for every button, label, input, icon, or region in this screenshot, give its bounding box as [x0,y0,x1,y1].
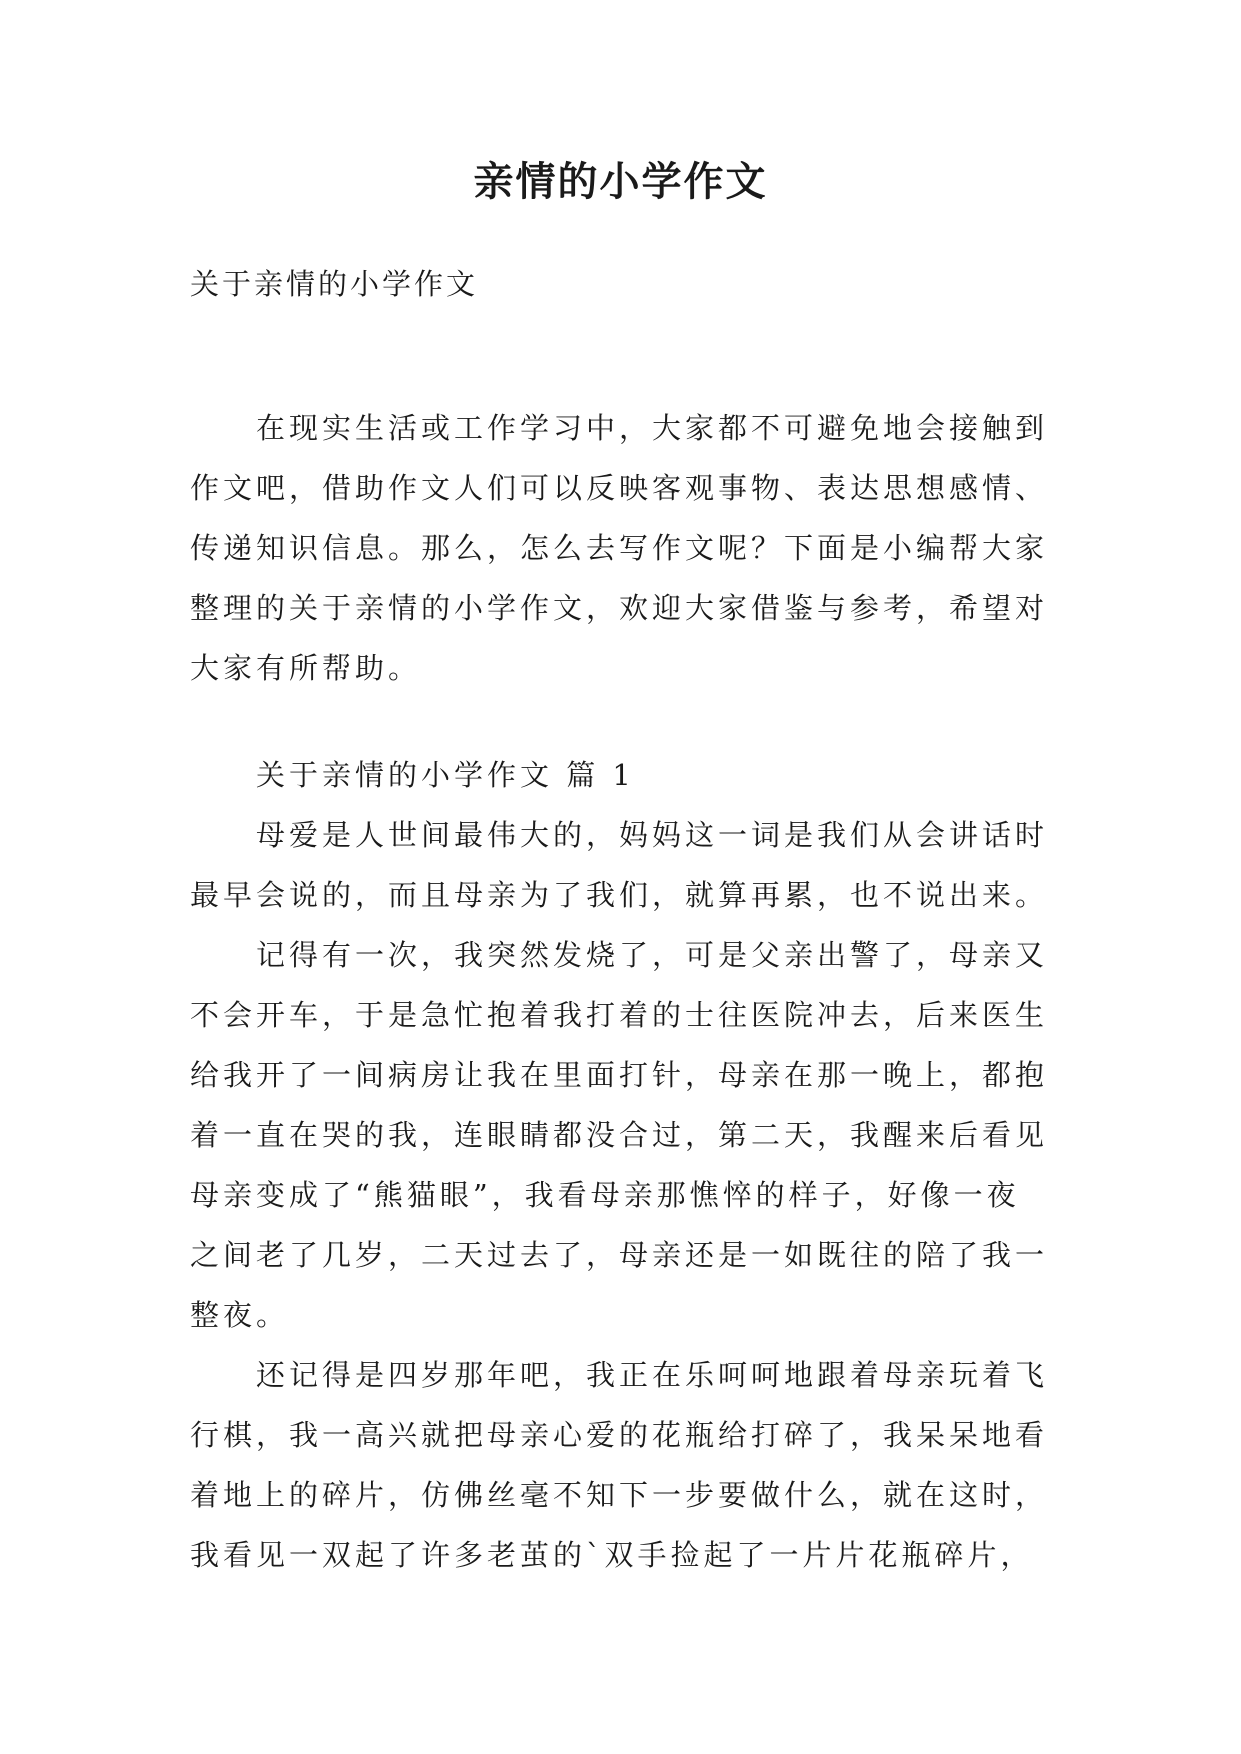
text-line: 还记得是四岁那年吧，我正在乐呵呵地跟着母亲玩着飞 [256,1358,1049,1392]
text-line: 给我开了一间病房让我在里面打针，母亲在那一晚上，都抱 [190,1058,1049,1092]
text-line: 着地上的碎片，仿佛丝毫不知下一步要做什么，就在这时， [190,1478,1049,1512]
text-line: 行棋，我一高兴就把母亲心爱的花瓶给打碎了，我呆呆地看 [190,1418,1049,1452]
text-line: 整理的关于亲情的小学作文，欢迎大家借鉴与参考，希望对 [190,591,1049,625]
text-line: 整夜。 [190,1298,290,1332]
text-line: 最早会说的，而且母亲为了我们，就算再累，也不说出来。 [190,878,1049,912]
text-line: 母亲变成了“熊猫眼”，我看母亲那憔悴的样子，好像一夜 [190,1178,1020,1212]
text-line: 传递知识信息。那么，怎么去写作文呢？下面是小编帮大家 [190,531,1049,565]
text-line: 在现实生活或工作学习中，大家都不可避免地会接触到 [256,411,1049,445]
essay-body [190,745,1070,1585]
document-subtitle: 关于亲情的小学作文 [190,267,479,301]
text-line: 之间老了几岁，二天过去了，母亲还是一如既往的陪了我一 [190,1238,1049,1272]
text-line: 不会开车，于是急忙抱着我打着的士往医院冲去，后来医生 [190,998,1049,1032]
essay-heading: 关于亲情的小学作文 篇 1 [256,758,635,792]
text-line: 大家有所帮助。 [190,651,422,685]
text-line: 记得有一次，我突然发烧了，可是父亲出警了，母亲又 [256,938,1049,972]
text-line: 作文吧，借助作文人们可以反映客观事物、表达思想感情、 [190,471,1049,505]
intro-paragraph [190,398,1070,698]
text-line: 着一直在哭的我，连眼睛都没合过，第二天，我醒来后看见 [190,1118,1049,1152]
document-title: 亲情的小学作文 [473,158,768,205]
text-line: 母爱是人世间最伟大的，妈妈这一词是我们从会讲话时 [256,818,1049,852]
text-line: 我看见一双起了许多老茧的`双手捡起了一片片花瓶碎片， [190,1538,1034,1572]
